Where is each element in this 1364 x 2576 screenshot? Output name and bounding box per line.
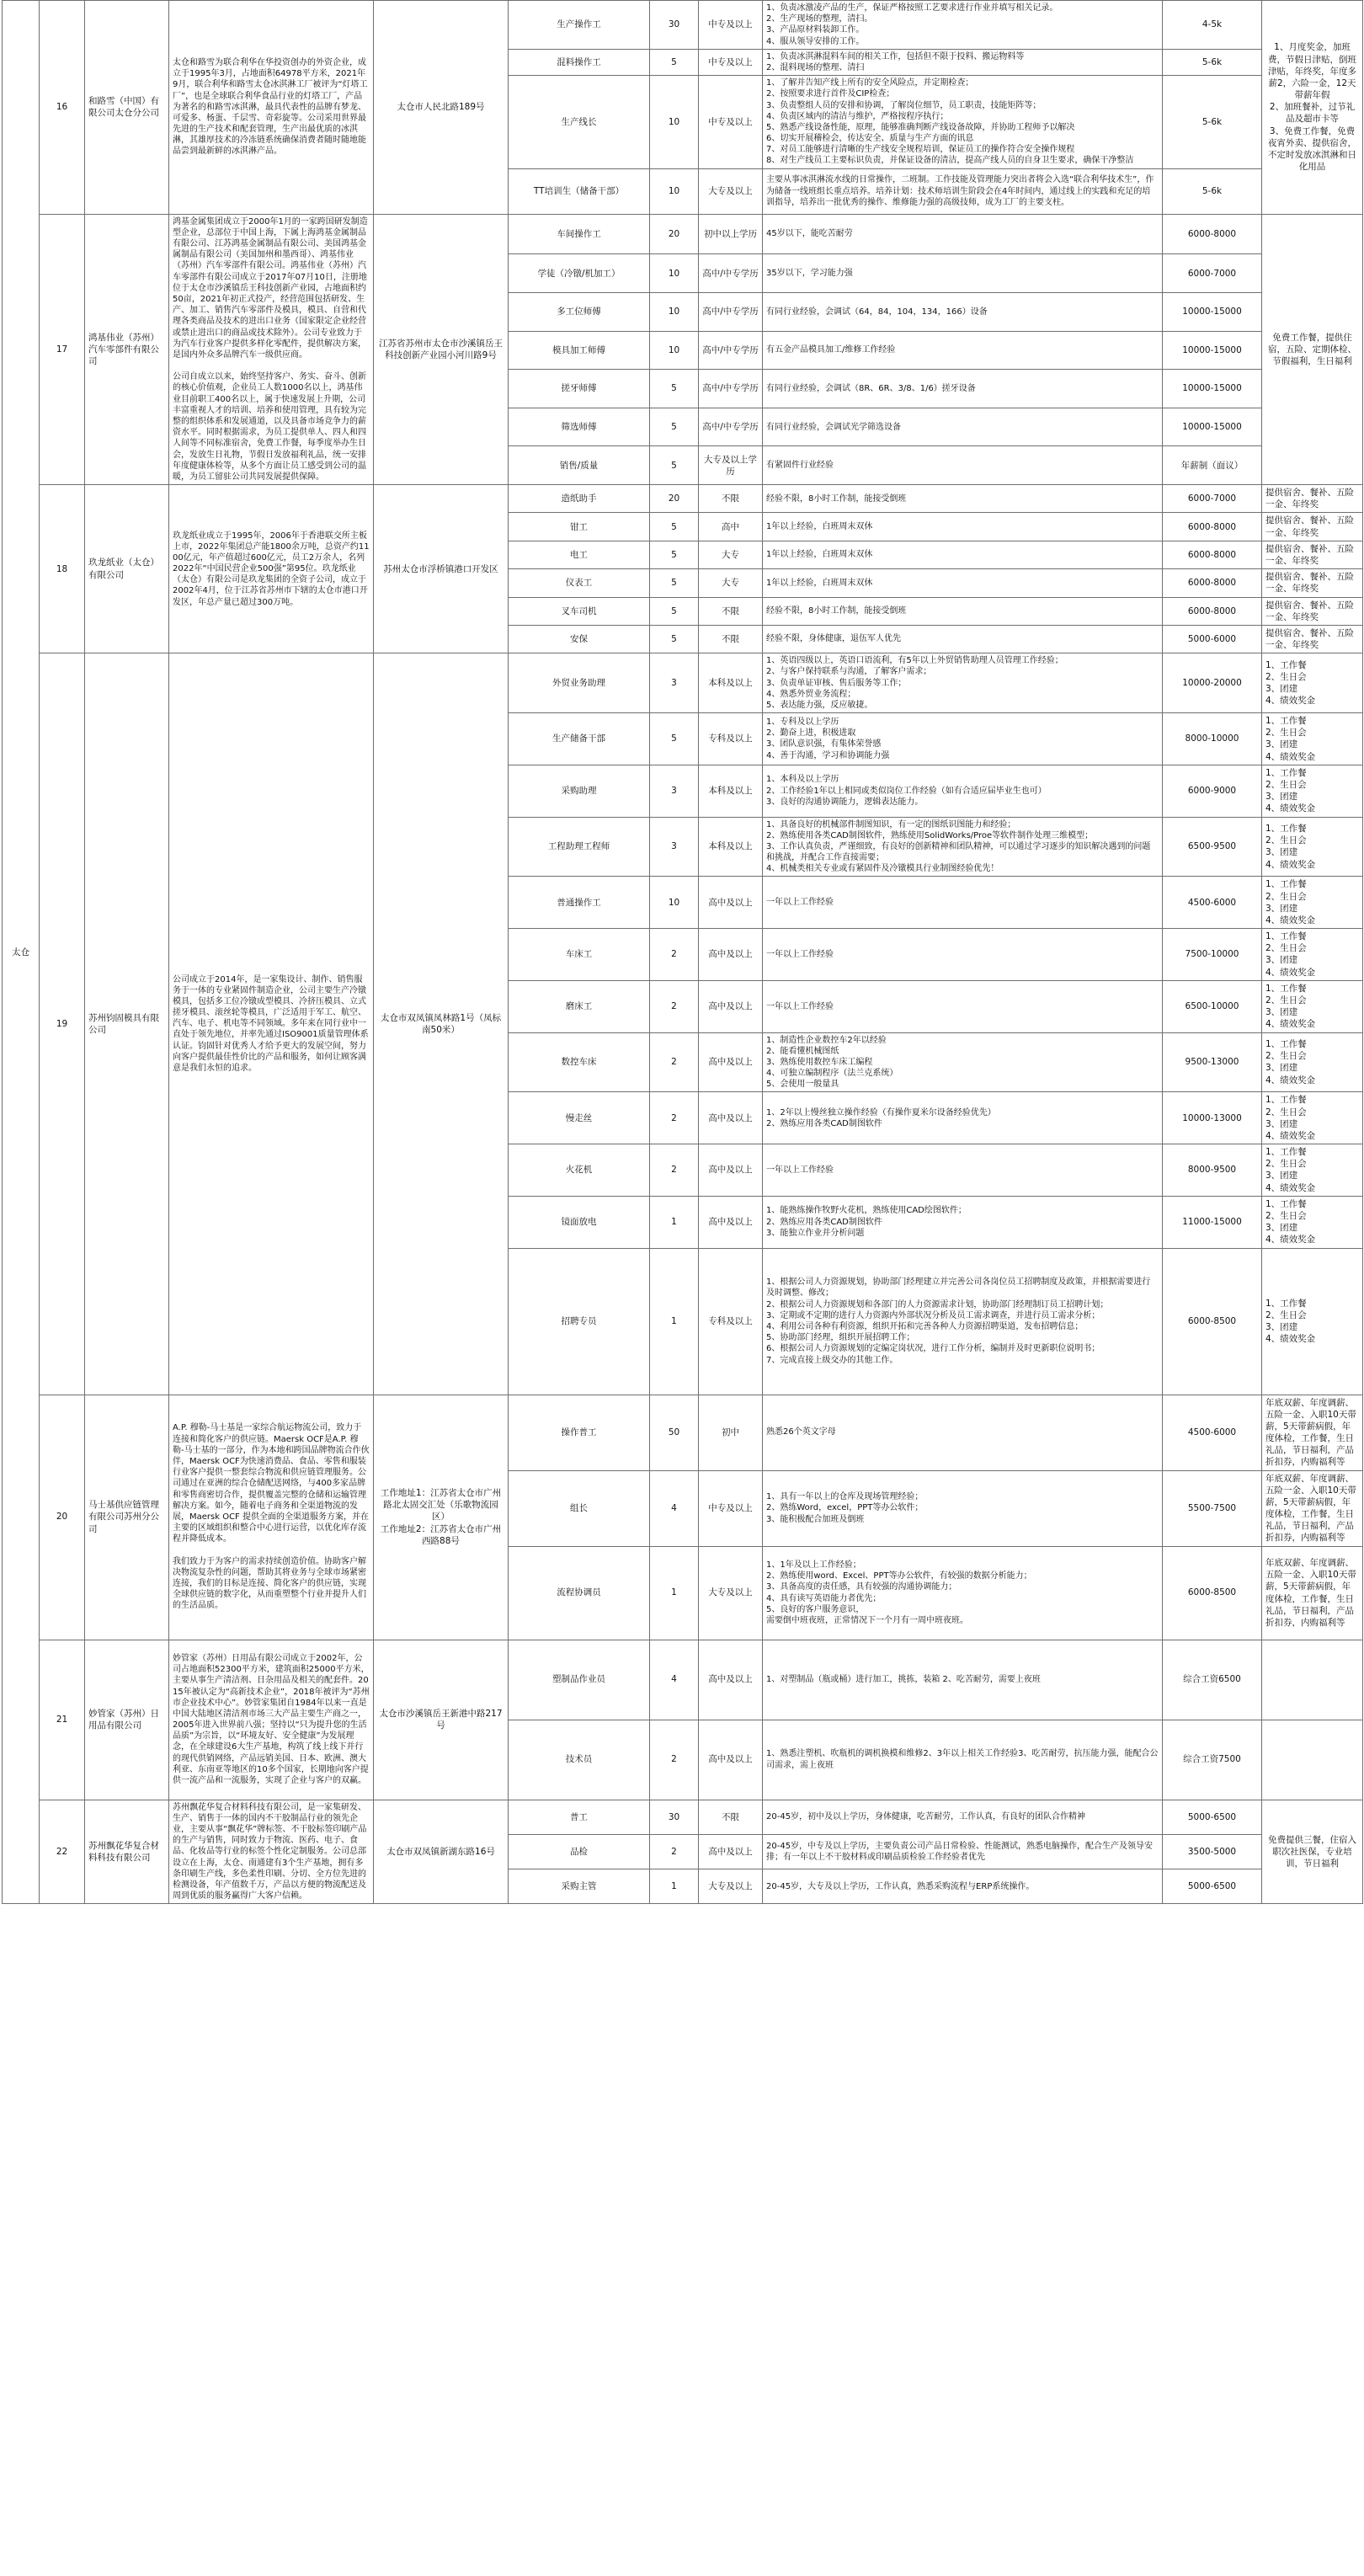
region-cell: 太仓 xyxy=(3,1,40,1904)
job-education: 中专及以上 xyxy=(699,76,763,169)
job-benefits: 1、工作餐 2、生日会 3、团建 4、绩效奖金 xyxy=(1262,1092,1363,1144)
job-salary: 4500-6000 xyxy=(1163,1395,1262,1470)
company-no: 18 xyxy=(40,485,85,653)
job-benefits: 1、工作餐 2、生日会 3、团建 4、绩效奖金 xyxy=(1262,877,1363,929)
job-salary: 6500-9500 xyxy=(1163,817,1262,877)
job-benefits: 1、工作餐 2、生日会 3、团建 4、绩效奖金 xyxy=(1262,765,1363,817)
job-salary: 11000-15000 xyxy=(1163,1196,1262,1248)
job-requirements: 经验不限，身体健康，退伍军人优先 xyxy=(763,625,1163,653)
job-benefits: 1、工作餐 2、生日会 3、团建 4、绩效奖金 xyxy=(1262,817,1363,877)
job-title: 品检 xyxy=(509,1834,650,1869)
job-title: 技术员 xyxy=(509,1720,650,1800)
job-salary: 6000-8000 xyxy=(1163,513,1262,541)
job-count: 10 xyxy=(650,254,699,293)
job-requirements: 20-45岁，大专及以上学历，工作认真，熟悉采购流程与ERP系统操作。 xyxy=(763,1869,1163,1904)
job-requirements: 1、能熟练操作牧野火花机，熟练使用CAD绘图软件； 2、熟练应用各类CAD制图软件 3、能独立作业并分析问题 xyxy=(763,1196,1163,1248)
job-title: 电工 xyxy=(509,541,650,568)
job-benefits: 1、工作餐 2、生日会 3、团建 4、绩效奖金 xyxy=(1262,1032,1363,1092)
job-requirements: 有同行业经验，会调试光学筛选设备 xyxy=(763,408,1163,446)
company-no: 20 xyxy=(40,1395,85,1640)
job-education: 专科及以上 xyxy=(699,713,763,765)
job-requirements: 一年以上工作经验 xyxy=(763,980,1163,1032)
job-title: 多工位师傅 xyxy=(509,292,650,331)
job-education: 中专及以上 xyxy=(699,49,763,75)
job-requirements: 1年以上经验，白班周末双休 xyxy=(763,569,1163,597)
job-benefits: 提供宿舍、餐补、五险一金、年终奖 xyxy=(1262,485,1363,513)
job-education: 初中 xyxy=(699,1395,763,1470)
job-salary: 5500-7500 xyxy=(1163,1470,1262,1546)
job-benefits: 1、工作餐 2、生日会 3、团建 4、绩效奖金 xyxy=(1262,1248,1363,1395)
job-benefits: 1、工作餐 2、生日会 3、团建 4、绩效奖金 xyxy=(1262,713,1363,765)
job-education: 初中以上学历 xyxy=(699,214,763,254)
company-no: 17 xyxy=(40,214,85,485)
company-address: 太仓市双凤镇凤林路1号（凤标南50米） xyxy=(374,653,509,1395)
job-salary: 6000-7000 xyxy=(1163,254,1262,293)
job-education: 高中 xyxy=(699,513,763,541)
job-title: 流程协调员 xyxy=(509,1546,650,1640)
job-count: 4 xyxy=(650,1470,699,1546)
job-salary: 6000-8500 xyxy=(1163,1546,1262,1640)
job-requirements: 20-45岁，初中及以上学历，身体健康，吃苦耐劳，工作认真，有良好的团队合作精神 xyxy=(763,1800,1163,1834)
job-count: 3 xyxy=(650,765,699,817)
job-title: 车间操作工 xyxy=(509,214,650,254)
job-count: 1 xyxy=(650,1546,699,1640)
job-title: 钳工 xyxy=(509,513,650,541)
job-title: 工程助理工程师 xyxy=(509,817,650,877)
job-count: 5 xyxy=(650,513,699,541)
job-benefits: 1、工作餐 2、生日会 3、团建 4、绩效奖金 xyxy=(1262,1196,1363,1248)
job-count: 5 xyxy=(650,625,699,653)
job-requirements: 有同行业经验，会调试（64，84，104，134，166）设备 xyxy=(763,292,1163,331)
job-count: 10 xyxy=(650,76,699,169)
job-requirements: 1、对塑制品（瓶或桶）进行加工，挑拣，装箱 2、吃苦耐劳，需要上夜班 xyxy=(763,1640,1163,1720)
company-name: 马士基供应链管理有限公司苏州分公司 xyxy=(85,1395,169,1640)
job-count: 5 xyxy=(650,370,699,408)
company-address: 太仓市沙溪镇岳王新港中路217号 xyxy=(374,1640,509,1800)
job-title: 采购主管 xyxy=(509,1869,650,1904)
company-intro: 鸿基金属集团成立于2000年1月的一家跨国研发制造型企业，总部位于中国上海，下属上海鸿基金属制品有限公司、江苏鸿基金属制品有限公司、美国鸿基金属制品有限公司（美国加州和墨西哥）、鸿基伟业（苏州）汽车零部件有限公司。鸿基伟业（苏州）汽车零部件有限公司成立于2017年07月10日，注册地位于太仓市沙溪镇岳王科技创新产业园，占地面积约50亩，2021年初正式投产，经营范围包括研发、生产、加工、销售汽车零部件及模具，模具、自营和代理各类商品及技术的进出口业务（国家限定企业经营或禁止进出口的商品或技术除外）。公司专业致力于为汽车行业客户提供多样化零配件，提供解决方案，是国内外众多品牌汽车一级供应商。 公司自成立以来，始终坚持客户、务实、奋斗、创新的核心价值观，企业员工人数1000名以上，鸿基伟业目前职工400名以上，属于快速发展上升期，公司丰富重视人才的培训、培养和使用管理，具有较为完整的组织体系和发展通道，以及具备市场竞争力的薪资水平。同时根据需求，为员工提供单人、四人和四人间等不同标准宿舍，免费工作餐，每季度举办生日会，发放生日礼物，节假日发放福利礼品，统一安排年度健康体检等，从多个方面让员工感受到公司的温暖，为员工留驻公司共同发展提供保障。 xyxy=(169,214,374,485)
recruitment-table xyxy=(2,0,1363,1904)
job-benefits: 提供宿舍、餐补、五险一金、年终奖 xyxy=(1262,513,1363,541)
job-title: 筛选师傅 xyxy=(509,408,650,446)
job-salary: 10000-15000 xyxy=(1163,408,1262,446)
job-benefits: 提供宿舍、餐补、五险一金、年终奖 xyxy=(1262,597,1363,625)
job-requirements: 1、本科及以上学历 2、工作经验1年以上相同或类似岗位工作经验（如有合适应届毕业生也可） 3、良好的沟通协调能力，逻辑表达能力。 xyxy=(763,765,1163,817)
job-count: 5 xyxy=(650,713,699,765)
company-name: 苏州钧固模具有限公司 xyxy=(85,653,169,1395)
job-benefits: 年底双薪、年度调薪、五险一金、入职10天带薪，5天带薪病假，年度体检，工作餐，生日礼品，节日福利，产品折扣券，内购福利等 xyxy=(1262,1546,1363,1640)
table-row xyxy=(3,653,1363,713)
company-no: 16 xyxy=(40,1,85,215)
job-title: 车床工 xyxy=(509,929,650,981)
job-salary: 10000-15000 xyxy=(1163,331,1262,370)
job-education: 高中及以上 xyxy=(699,980,763,1032)
job-count: 3 xyxy=(650,653,699,713)
job-count: 10 xyxy=(650,168,699,214)
job-count: 20 xyxy=(650,485,699,513)
job-title: 叉车司机 xyxy=(509,597,650,625)
company-address: 苏州太仓市浮桥镇港口开发区 xyxy=(374,485,509,653)
job-requirements: 有同行业经验，会调试（8R、6R、3/8、1/6）搓牙设备 xyxy=(763,370,1163,408)
job-salary: 6000-8500 xyxy=(1163,1248,1262,1395)
job-title: 混料操作工 xyxy=(509,49,650,75)
table-row xyxy=(3,1800,1363,1834)
job-title: 销售/质量 xyxy=(509,446,650,485)
job-education: 大专及以上 xyxy=(699,1546,763,1640)
job-title: 生产线长 xyxy=(509,76,650,169)
job-requirements: 1、根据公司人力资源规划，协助部门经理建立并完善公司各岗位员工招聘制度及政策，并根据需要进行及时调整、修改； 2、根据公司人力资源规划和各部门的人力资源需求计划，协助部门经理制订员工招聘计划； 3、定期或不定期的进行人力资源内外部状况分析及员工需求调查，并进行员工需求分析； 4、利用公司各种有利资源，组织开拓和完善各种人力资源招聘渠道，发布招聘信息； 5、协助部门经理，组织开展招聘工作； 6、根据公司人力资源规划的定编定岗状况，进行工作分析，编制并及时更新职位说明书； 7、完成直接上级交办的其他工作。 xyxy=(763,1248,1163,1395)
company-address: 太仓市人民北路189号 xyxy=(374,1,509,215)
job-title: 塑制品作业员 xyxy=(509,1640,650,1720)
job-requirements: 有五金产品模具加工/维修工作经验 xyxy=(763,331,1163,370)
job-count: 2 xyxy=(650,929,699,981)
job-count: 50 xyxy=(650,1395,699,1470)
job-requirements: 一年以上工作经验 xyxy=(763,877,1163,929)
company-no: 21 xyxy=(40,1640,85,1800)
job-education: 高中/中专学历 xyxy=(699,292,763,331)
job-title: 招聘专员 xyxy=(509,1248,650,1395)
job-education: 高中及以上 xyxy=(699,1196,763,1248)
company-name: 苏州飘花华复合材料科技有限公司 xyxy=(85,1800,169,1904)
table-row xyxy=(3,1640,1363,1720)
job-title: 生产储备干部 xyxy=(509,713,650,765)
job-education: 不限 xyxy=(699,597,763,625)
job-education: 高中及以上 xyxy=(699,1834,763,1869)
job-title: 仪表工 xyxy=(509,569,650,597)
job-count: 2 xyxy=(650,1092,699,1144)
job-requirements: 1、负责冰激凌产品的生产，保证严格按照工艺要求进行作业并填写相关记录。 2、生产现场的整理，清扫。 3、产品原材料装卸工作。 4、服从领导安排的工作。 xyxy=(763,1,1163,50)
job-requirements: 1年以上经验，白班周末双休 xyxy=(763,541,1163,568)
job-education: 不限 xyxy=(699,1800,763,1834)
job-benefits: 年底双薪、年度调薪、五险一金、入职10天带薪，5天带薪病假，年度体检，工作餐，生日礼品，节日福利，产品折扣券，内购福利等 xyxy=(1262,1470,1363,1546)
job-benefits xyxy=(1262,1720,1363,1800)
job-education: 大专及以上学历 xyxy=(699,446,763,485)
job-salary: 10000-15000 xyxy=(1163,370,1262,408)
job-title: 安保 xyxy=(509,625,650,653)
job-count: 1 xyxy=(650,1869,699,1904)
job-count: 5 xyxy=(650,597,699,625)
company-benefits: 1、月度奖金，加班费，节假日津贴，倒班津贴，年终奖，年度多薪2，六险一金，12天带薪年假 2、加班餐补，过节礼品及超市卡等 3、免费工作餐，免费夜宵外卖、提供宿舍，不定时发放冰淇淋和日化用品 xyxy=(1262,1,1363,215)
job-benefits: 1、工作餐 2、生日会 3、团建 4、绩效奖金 xyxy=(1262,653,1363,713)
job-requirements: 一年以上工作经验 xyxy=(763,929,1163,981)
job-title: 数控车床 xyxy=(509,1032,650,1092)
job-requirements: 1、英语四级以上，英语口语流利，有5年以上外贸销售助理人员管理工作经验； 2、与客户保持联系与沟通，了解客户需求； 3、负责单证审核、售后服务等工作； 4、熟悉外贸业务流程； 5、表达能力强，反应敏捷。 xyxy=(763,653,1163,713)
company-no: 19 xyxy=(40,653,85,1395)
table-body xyxy=(3,1,1363,1904)
job-requirements: 1、具备良好的机械部件制图知识，有一定的图纸识图能力和经验； 2、熟练使用各类CAD制图软件，熟练使用SolidWorks/Proe等软件制作处理三维模型； 3、工作认真负责，严谨细致，有良好的创新精神和团队精神，可以通过学习逐步的知识解决遇到的问题和挑战，并配合工作直接需要； 4、机械类相关专业或有紧固件及冷镦模具行业制图经验优先！ xyxy=(763,817,1163,877)
job-education: 高中及以上 xyxy=(699,1092,763,1144)
job-benefits: 年底双薪、年度调薪、五险一金、入职10天带薪，5天带薪病假，年度体检，工作餐，生日礼品，节日福利，产品折扣券，内购福利等 xyxy=(1262,1395,1363,1470)
job-education: 本科及以上 xyxy=(699,653,763,713)
job-title: TT培训生（储备干部） xyxy=(509,168,650,214)
job-salary: 5000-6000 xyxy=(1163,625,1262,653)
job-salary: 6000-8000 xyxy=(1163,597,1262,625)
job-benefits: 1、工作餐 2、生日会 3、团建 4、绩效奖金 xyxy=(1262,929,1363,981)
job-title: 模具加工师傅 xyxy=(509,331,650,370)
job-count: 5 xyxy=(650,569,699,597)
job-salary: 6000-8000 xyxy=(1163,214,1262,254)
job-salary: 综合工资7500 xyxy=(1163,1720,1262,1800)
job-count: 5 xyxy=(650,446,699,485)
job-salary: 年薪制（面议） xyxy=(1163,446,1262,485)
job-education: 大专 xyxy=(699,541,763,568)
job-salary: 7500-10000 xyxy=(1163,929,1262,981)
job-count: 2 xyxy=(650,980,699,1032)
job-salary: 10000-13000 xyxy=(1163,1092,1262,1144)
job-education: 不限 xyxy=(699,625,763,653)
job-salary: 5-6k xyxy=(1163,76,1262,169)
company-no: 22 xyxy=(40,1800,85,1904)
job-education: 大专 xyxy=(699,569,763,597)
job-requirements: 有紧固件行业经验 xyxy=(763,446,1163,485)
job-title: 学徒（冷镦/机加工） xyxy=(509,254,650,293)
job-requirements: 1、了解并告知产线上所有的安全风险点，并定期检查； 2、按照要求进行首件及CIP检查； 3、负责整组人员的安排和协调，了解岗位细节，员工职责，技能矩阵等； 4、负责区域内的清洁与维护，严格按程序执行； 5、熟悉产线设备性能，原理，能够准确判断产线设备故障，并协助工程师予以解决 6、切实开展稽检会，传达安全、质量与生产方面的讯息 7、对员工能够进行清晰的生产线安全规程培训，保证员工的操作符合安全操作规程 8、对生产线员工主要标识负责，并保证设备的清洁，提高产线人员的自身卫生要求，确保干净整洁 xyxy=(763,76,1163,169)
job-count: 2 xyxy=(650,1032,699,1092)
job-salary: 4500-6000 xyxy=(1163,877,1262,929)
job-salary: 6000-8000 xyxy=(1163,569,1262,597)
job-education: 大专及以上 xyxy=(699,1869,763,1904)
company-intro: 太仓和路雪为联合利华在华投资创办的外资企业，成立于1995年3月，占地面积64978平方米，2021年9月，联合利华和路雪太仓冰淇淋工厂被评为“灯塔工厂”，也是全球联合利华食品行业的灯塔工厂，产品为著名的和路雪冰淇淋，最具代表性的品牌有梦龙、可爱多、杨蛋、千层雪、奇彩旋等。公司采用世界最先进的生产技术和配套管理，生产出最优质的冰淇淋，其雄厚技术的冷冻链系统确保消费者随时随地能品尝到最新鲜的冰淇淋产品。 xyxy=(169,1,374,215)
job-education: 中专及以上 xyxy=(699,1470,763,1546)
job-salary: 9500-13000 xyxy=(1163,1032,1262,1092)
job-salary: 6000-7000 xyxy=(1163,485,1262,513)
job-requirements: 1、专科及以上学历 2、勤奋上进，积极进取 3、团队意识强，有集体荣誉感 4、善于沟通，学习和协调能力强 xyxy=(763,713,1163,765)
job-education: 高中及以上 xyxy=(699,1720,763,1800)
job-title: 采购助理 xyxy=(509,765,650,817)
job-salary: 5000-6500 xyxy=(1163,1800,1262,1834)
job-title: 操作普工 xyxy=(509,1395,650,1470)
job-salary: 5000-6500 xyxy=(1163,1869,1262,1904)
job-count: 10 xyxy=(650,292,699,331)
job-salary: 3500-5000 xyxy=(1163,1834,1262,1869)
job-salary: 综合工资6500 xyxy=(1163,1640,1262,1720)
company-address: 工作地址1：江苏省太仓市广州路北太固交汇处（乐歌物流园区） 工作地址2：江苏省太仓市广州西路88号 xyxy=(374,1395,509,1640)
job-title: 搓牙师傅 xyxy=(509,370,650,408)
job-count: 1 xyxy=(650,1196,699,1248)
job-education: 高中及以上 xyxy=(699,1032,763,1092)
job-requirements: 熟悉26个英文字母 xyxy=(763,1395,1163,1470)
job-count: 10 xyxy=(650,331,699,370)
job-education: 专科及以上 xyxy=(699,1248,763,1395)
job-title: 外贸业务助理 xyxy=(509,653,650,713)
job-salary: 6000-8000 xyxy=(1163,541,1262,568)
job-salary: 8000-10000 xyxy=(1163,713,1262,765)
job-count: 2 xyxy=(650,1144,699,1197)
company-address: 江苏省苏州市太仓市沙溪镇岳王科技创新产业园小河川路9号 xyxy=(374,214,509,485)
job-title: 生产操作工 xyxy=(509,1,650,50)
company-name: 和路雪（中国）有限公司太仓分公司 xyxy=(85,1,169,215)
job-education: 高中/中专学历 xyxy=(699,370,763,408)
job-requirements: 经验不限，8小时工作制，能接受倒班 xyxy=(763,485,1163,513)
job-requirements: 经验不限，8小时工作制，能接受倒班 xyxy=(763,597,1163,625)
job-education: 高中/中专学历 xyxy=(699,254,763,293)
job-education: 高中及以上 xyxy=(699,1640,763,1720)
job-education: 高中及以上 xyxy=(699,1144,763,1197)
job-benefits: 提供宿舍、餐补、五险一金、年终奖 xyxy=(1262,625,1363,653)
job-salary: 10000-20000 xyxy=(1163,653,1262,713)
job-requirements: 1、2年以上慢丝独立操作经验（有操作夏米尔设备经验优先） 2、熟练应用各类CAD制图软件 xyxy=(763,1092,1163,1144)
company-intro: 公司成立于2014年，是一家集设计、制作、销售服务于一体的专业紧固件制造企业，公司主要生产冷镦模具，包括多工位冷镦成型模具、冷挤压模具、立式搓牙模具、滚丝轮等模具，广泛适用于军工、航空、汽车、电子、机电等不同领域。多年来在同行业中一直处于领先地位，并率先通过ISO9001质量管理体系认证。钧固针对优秀人才给予更大的发展空间，努力向客户提供最佳性价比的产品和服务，如何让顾客满意是我们永恒的追求。 xyxy=(169,653,374,1395)
job-requirements: 20-45岁，中专及以上学历，主要负责公司产品日常检验、性能测试，熟悉电脑操作，配合生产及领导安排；有一年以上不干胶材料或印刷品质检验工作经验者优先 xyxy=(763,1834,1163,1869)
job-benefits: 1、工作餐 2、生日会 3、团建 4、绩效奖金 xyxy=(1262,1144,1363,1197)
job-requirements: 1、制造性企业数控车2年以经验 2、能看懂机械图纸 3、熟练使用数控车床工编程 4、可独立编制程序（法兰克系统） 5、会使用一般量具 xyxy=(763,1032,1163,1092)
job-benefits: 提供宿舍、餐补、五险一金、年终奖 xyxy=(1262,541,1363,568)
job-salary: 8000-9500 xyxy=(1163,1144,1262,1197)
job-count: 10 xyxy=(650,877,699,929)
job-requirements: 1、熟悉注塑机、吹瓶机的调机换模和维修2、3年以上相关工作经验3、吃苦耐劳，抗压能力强，能配合公司需求，需上夜班 xyxy=(763,1720,1163,1800)
company-intro: 苏州飘花华复合材料科技有限公司，是一家集研发、生产、销售于一体的国内不干胶制品行业的领先企业，主要从事“飘花华”牌标签、不干胶标签印刷产品的生产与销售，同时致力于物流、医药、电子、食品、化妆品等行业的标签个性化定制服务。公司总部设立在上海，太仓、南通建有3个生产基地，拥有多条印刷生产线，多色柔性印刷、分切、全方位先进的检测设备，年产值数千万，产品以方便的物流配送及周到优质的服务赢得广大客户信赖。 xyxy=(169,1800,374,1904)
job-count: 30 xyxy=(650,1,699,50)
company-name: 玖龙纸业（太仓）有限公司 xyxy=(85,485,169,653)
job-education: 高中/中专学历 xyxy=(699,331,763,370)
job-count: 5 xyxy=(650,541,699,568)
job-count: 5 xyxy=(650,408,699,446)
job-education: 大专及以上 xyxy=(699,168,763,214)
job-education: 高中及以上 xyxy=(699,877,763,929)
job-count: 5 xyxy=(650,49,699,75)
company-intro: A.P. 穆勒-马士基是一家综合航运物流公司，致力于连接和简化客户的供应链。Maersk OCF是A.P. 穆勒-马士基的一部分，作为本地和跨国品牌物流合作伙伴，Maersk OCF为快速消费品、食品、零售和服装行业客户提供一整套综合物流和供应链管理服务。公司通过在亚洲的综合仓储配送网络，与400多家品牌和零售商密切合作，提供覆盖完整的仓储和运输管理解决方案。如今，随着电子商务和全渠道物流的发展，Maersk OCF 提供全面的全渠道服务方案，并在主要的区域组织和整合中心进行运营，以优化库存流程并降低成本。 我们致力于为客户的需求持续创造价值。协助客户解决物流复杂性的问题，帮助其将业务与全球市场紧密连接，我们的目标是连接、简化客户的供应链，实现全球供应链的数字化，从而重塑整个行业并提升人们的生活品质。 xyxy=(169,1395,374,1640)
table-row xyxy=(3,1395,1363,1470)
table-row xyxy=(3,485,1363,513)
job-title: 镜面放电 xyxy=(509,1196,650,1248)
table-row xyxy=(3,1,1363,50)
job-education: 本科及以上 xyxy=(699,765,763,817)
job-count: 20 xyxy=(650,214,699,254)
company-name: 鸿基伟业（苏州）汽车零部件有限公司 xyxy=(85,214,169,485)
job-education: 高中及以上 xyxy=(699,929,763,981)
job-salary: 6000-9000 xyxy=(1163,765,1262,817)
job-count: 2 xyxy=(650,1834,699,1869)
job-benefits: 1、工作餐 2、生日会 3、团建 4、绩效奖金 xyxy=(1262,980,1363,1032)
job-requirements: 1、1年及以上工作经验； 2、熟练使用word、Excel、PPT等办公软件，有较强的数据分析能力； 3、具备高度的责任感，具有较强的沟通协调能力； 4、具有读写英语能力者优先； 5、良好的客户服务意识， 需要倒中班夜班，正常情况下一个月有一周中班夜班。 xyxy=(763,1546,1163,1640)
company-intro: 妙管家（苏州）日用品有限公司成立于2002年，公司占地面积52300平方米，建筑面积25000平方米，主要从事生产清洁剂、日杂用品及相关的配套件。2015年被认定为“高新技术企业”，2018年被评为“苏州市企业技术中心”。妙管家集团自1984年以来一直是中国大陆地区清洁剂市场三大产品主要生产商之一，2005年进入世界前八强；坚持以“只为提升您的生活品质”为宗旨，以“环境友好、安全健康”为发展理念，在全球建设6大生产基地，构筑了线上线下并行的现代供销网络，产品远销美国、日本、欧洲、澳大利亚、东南亚等地区的10多个国家，长期地向客户提供一流产品和一流服务，实现了企业与客户的双赢。 xyxy=(169,1640,374,1800)
company-intro: 玖龙纸业成立于1995年，2006年于香港联交所主板上市，2022年集团总产能1800余万吨，总资产约1100亿元，年产值超过600亿元，员工2万余人，名列2022年“中国民营企业500强”第95位。玖龙纸业（太仓）有限公司是玖龙集团的全资子公司，成立于2002年4月，位于江苏省苏州市下辖的太仓市港口开发区，年总产量已超过300万吨。 xyxy=(169,485,374,653)
company-benefits: 免费工作餐，提供住宿，五险、定期体检、节假福利，生日福利 xyxy=(1262,214,1363,485)
job-count: 4 xyxy=(650,1640,699,1720)
job-title: 慢走丝 xyxy=(509,1092,650,1144)
job-count: 2 xyxy=(650,1720,699,1800)
job-salary: 6500-10000 xyxy=(1163,980,1262,1032)
job-count: 3 xyxy=(650,817,699,877)
job-education: 高中/中专学历 xyxy=(699,408,763,446)
job-education: 中专及以上 xyxy=(699,1,763,50)
job-salary: 4-5k xyxy=(1163,1,1262,50)
job-requirements: 45岁以下，能吃苦耐劳 xyxy=(763,214,1163,254)
job-requirements: 一年以上工作经验 xyxy=(763,1144,1163,1197)
job-requirements: 主要从事冰淇淋流水线的日常操作，二班制。工作技能及管理能力突出者将会入选“联合利华技术生”，作为储备一线班组长重点培养。培养计划：技术师培训生阶段会在4年时间内，通过线上的实践和充足的培训指导，培养出一批优秀的操作、维修能力强的高级技师，成为工厂的主要支柱。 xyxy=(763,168,1163,214)
job-title: 普工 xyxy=(509,1800,650,1834)
job-title: 组长 xyxy=(509,1470,650,1546)
job-count: 30 xyxy=(650,1800,699,1834)
job-requirements: 1、具有一年以上的仓库及现场管理经验； 2、熟练Word，excel，PPT等办公软件； 3、能积极配合加班及倒班 xyxy=(763,1470,1163,1546)
job-education: 本科及以上 xyxy=(699,817,763,877)
job-salary: 10000-15000 xyxy=(1163,292,1262,331)
company-name: 妙管家（苏州）日用品有限公司 xyxy=(85,1640,169,1800)
table-row xyxy=(3,214,1363,254)
job-benefits: 提供宿舍、餐补、五险一金、年终奖 xyxy=(1262,569,1363,597)
job-title: 普通操作工 xyxy=(509,877,650,929)
job-count: 1 xyxy=(650,1248,699,1395)
job-salary: 5-6k xyxy=(1163,168,1262,214)
job-title: 磨床工 xyxy=(509,980,650,1032)
job-title: 造纸助手 xyxy=(509,485,650,513)
job-education: 不限 xyxy=(699,485,763,513)
job-requirements: 35岁以下，学习能力强 xyxy=(763,254,1163,293)
job-title: 火花机 xyxy=(509,1144,650,1197)
company-benefits: 免费提供三餐，住宿入职次社医保，专业培训，节日福利 xyxy=(1262,1800,1363,1904)
job-benefits xyxy=(1262,1640,1363,1720)
job-requirements: 1年以上经验，白班周末双休 xyxy=(763,513,1163,541)
job-salary: 5-6k xyxy=(1163,49,1262,75)
job-requirements: 1、负责冰淇淋混料车间的相关工作，包括但不限于投料、搬运物料等 2、混料现场的整理、清扫 xyxy=(763,49,1163,75)
company-address: 太仓市双凤镇新湖东路16号 xyxy=(374,1800,509,1904)
